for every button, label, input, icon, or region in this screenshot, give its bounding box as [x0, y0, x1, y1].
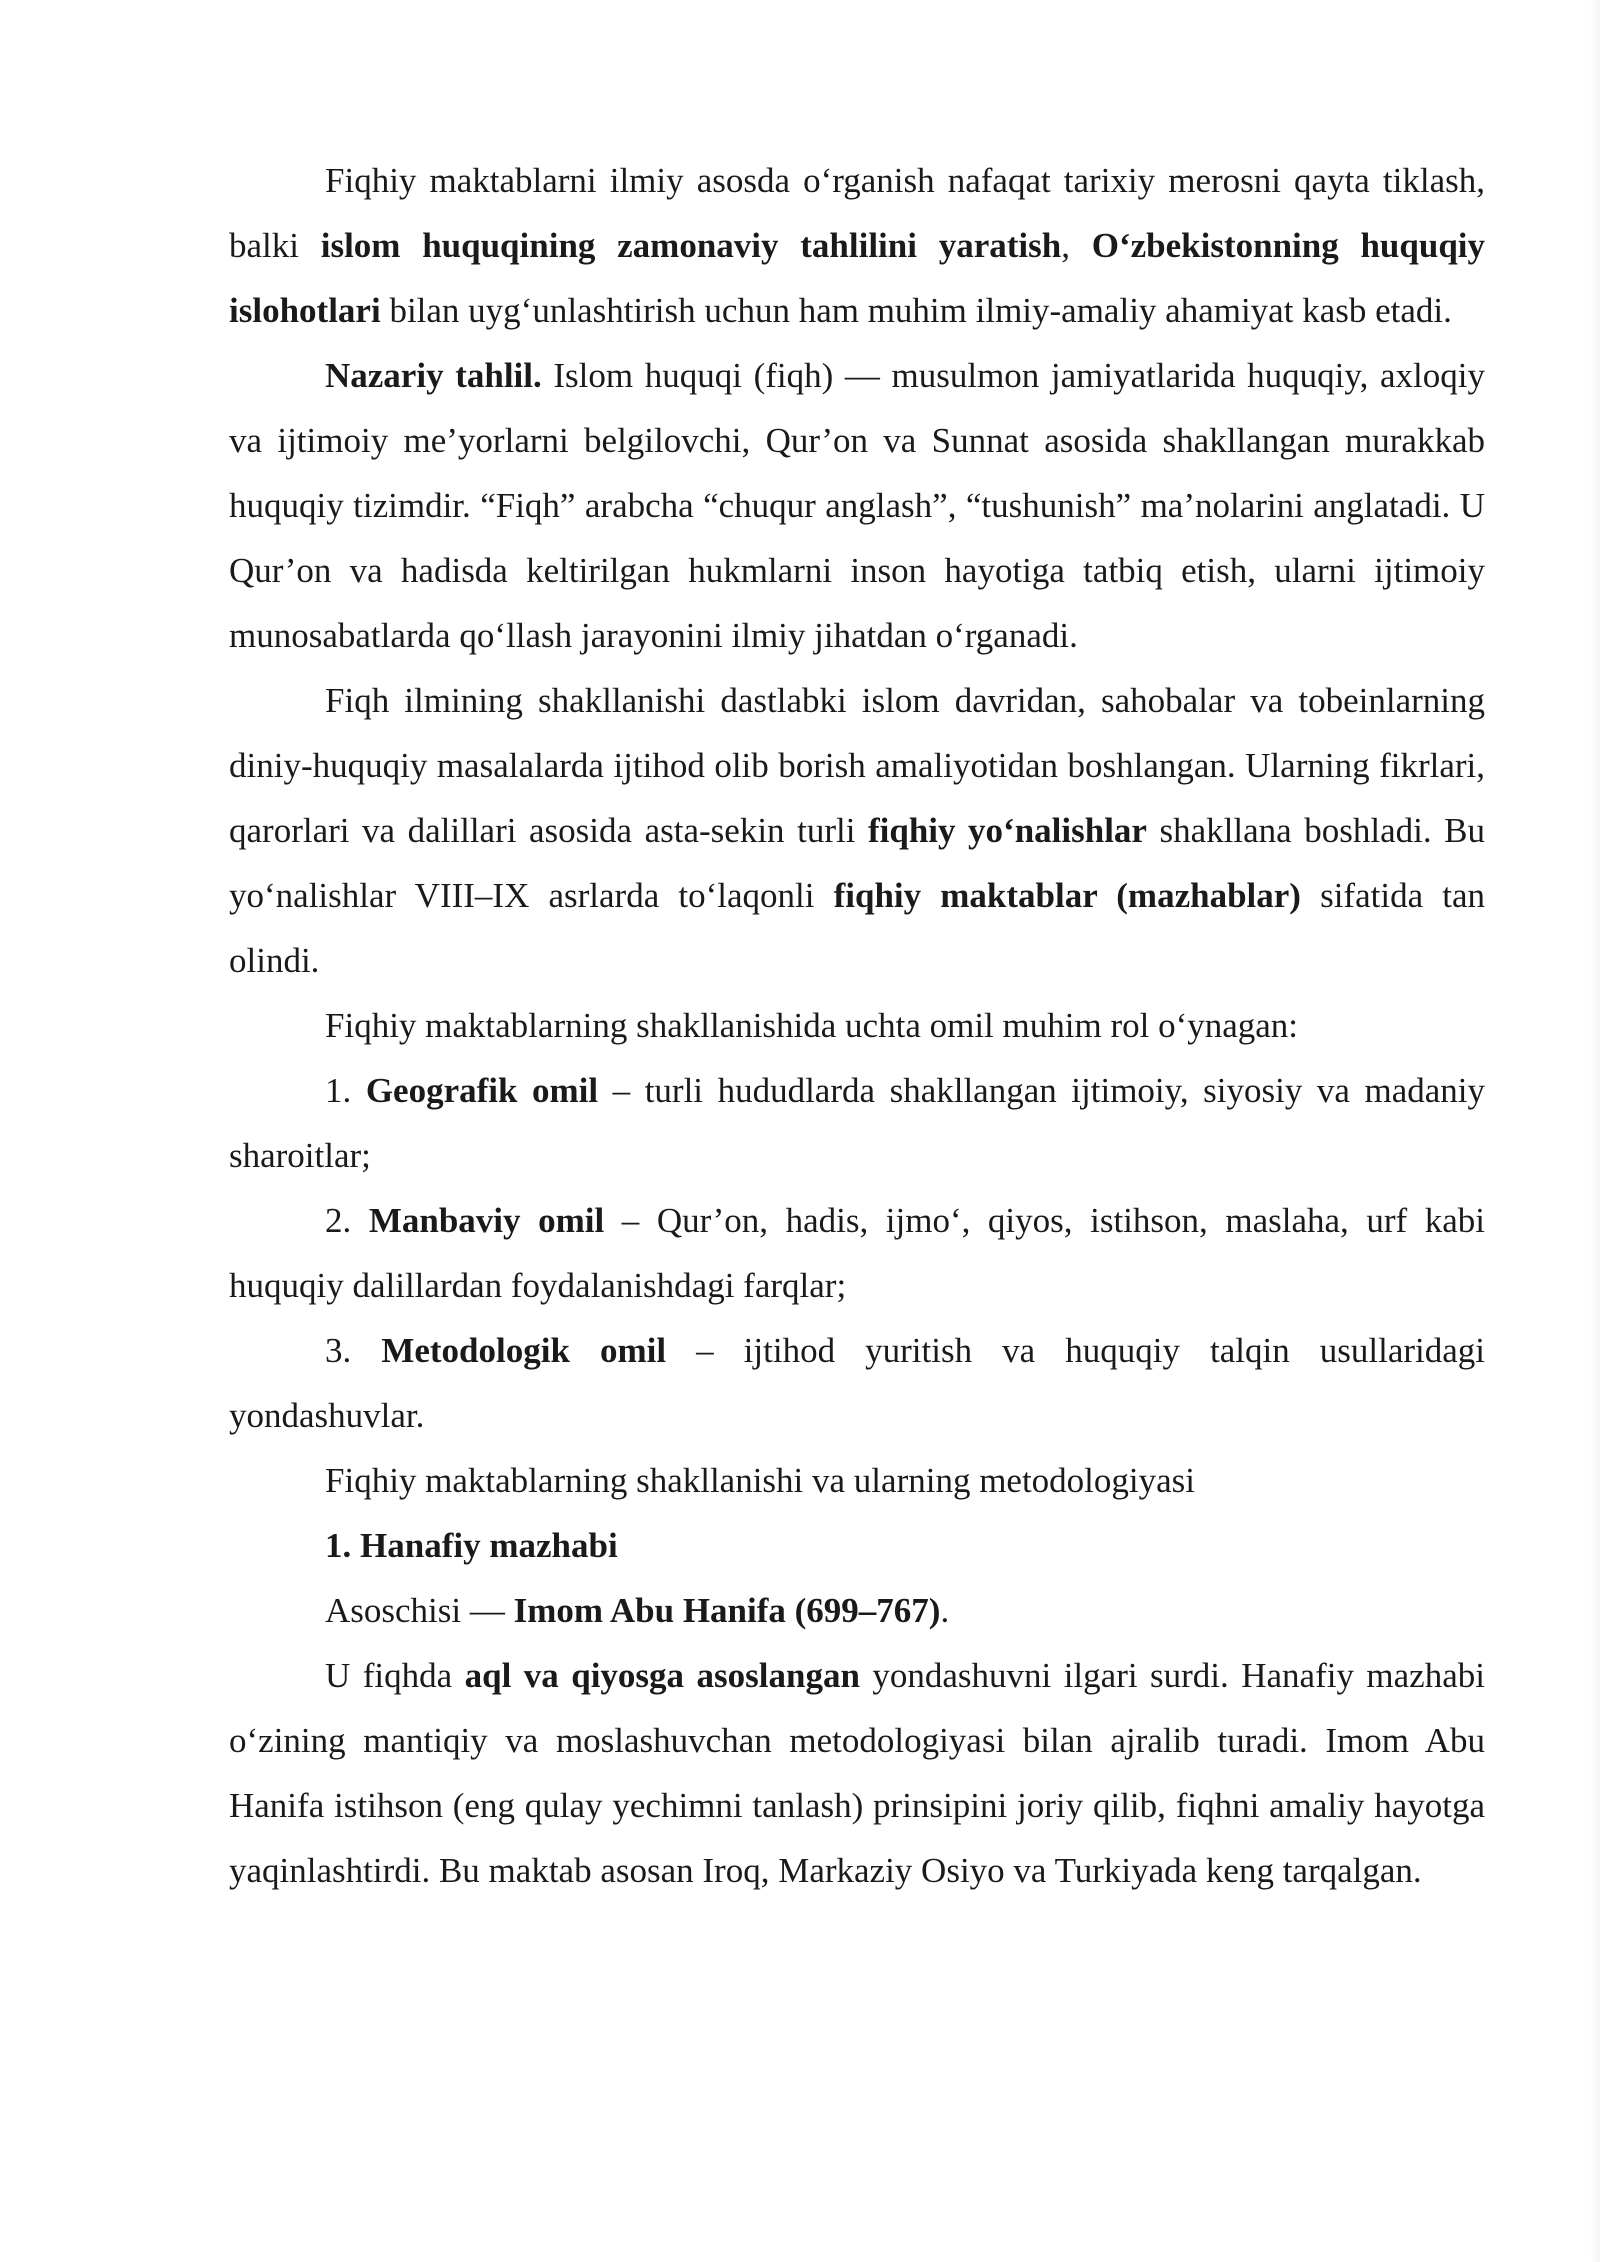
bold-phrase: O‘zbekistonning huquqiy islohotlari — [229, 226, 1486, 330]
paragraph-hanafi-description — [229, 1643, 1485, 1903]
text-segment: Islom huquqi (fiqh) — musulmon jamiyatlarida huquqiy, axloqiy va ijtimoiy me’yorlarni belgilovchi, Qur’on va Sunnat asosida shakllangan murakkab huquqiy tizimdir. “Fiqh” arabcha “chuqur anglash”, “tushunish” ma’nolarini anglatadi. U Qur’on va hadisda keltirilgan hukmlarni inson hayotiga tatbiq etish, ularni ijtimoiy munosabatlarda qo‘llash jarayonini ilmiy jihatdan o‘rganadi. — [229, 356, 1485, 655]
text-segment: bilan uyg‘unlashtirish uchun ham muhim ilmiy-amaliy ahamiyat kasb etadi. — [380, 291, 1452, 330]
list-item-term: Manbaviy omil — [368, 1201, 605, 1240]
founder-name: Imom Abu Hanifa (699–767) — [513, 1591, 941, 1630]
page-edge-shadow — [1590, 0, 1600, 2262]
bold-phrase: fiqhiy maktablar (mazhablar) — [833, 876, 1301, 915]
list-number: 2. — [325, 1201, 369, 1240]
text-segment: . — [940, 1591, 950, 1630]
text-segment: U fiqhda — [325, 1656, 465, 1695]
paragraph-fiqh-formation — [229, 668, 1485, 993]
text-segment: , — [1061, 226, 1092, 265]
bold-phrase: fiqhiy yo‘nalishlar — [867, 811, 1147, 850]
text-segment: shakllana boshladi. Bu yo‘nalishlar VIII–IX asrlarda to‘laqonli — [229, 811, 1485, 915]
list-item-description: – Qur’on, hadis, ijmo‘, qiyos, istihson, maslaha, urf kabi huquqiy dalillardan foydalanishdagi farqlar; — [229, 1201, 1485, 1305]
text-segment: Fiqhiy maktablarning shakllanishi va ularning metodologiyasi — [325, 1461, 1196, 1500]
paragraph-section-title — [229, 1448, 1485, 1513]
list-number: 1. — [325, 1071, 366, 1110]
section-lead-heading: Nazariy tahlil. — [325, 356, 542, 395]
document-page — [229, 148, 1485, 1903]
text-segment: sifatida tan olindi. — [229, 876, 1485, 980]
paragraph-intro — [229, 148, 1485, 343]
text-segment: Fiqhiy maktablarni ilmiy asosda o‘rganish nafaqat tarixiy merosni qayta tiklash, balki — [229, 161, 1485, 265]
text-segment: yondashuvni ilgari surdi. Hanafiy mazhabi o‘zining mantiqiy va moslashuvchan metodologiyasi bilan ajralib turadi. Imom Abu Hanifa istihson (eng qulay yechimni tanlash) prinsipini joriy qilib, fiqhni amaliy hayotga yaqinlashtirdi. Bu maktab asosan Iroq, Markaziy Osiyo va Turkiyada keng tarqalgan. — [229, 1656, 1485, 1890]
list-item-term: Metodologik omil — [381, 1331, 667, 1370]
text-segment: Fiqh ilmining shakllanishi dastlabki islom davridan, sahobalar va tobeinlarning diniy-huquqiy masalalarda ijtihod olib borish amaliyotidan boshlangan. Ularning fikrlari, qarorlari va dalillari asosida asta-sekin turli — [229, 681, 1485, 850]
list-item-geographic-factor — [229, 1058, 1485, 1188]
list-item-description: – ijtihod yuritish va huquqiy talqin usullaridagi yondashuvlar. — [229, 1331, 1485, 1435]
list-item-term: Geografik omil — [365, 1071, 599, 1110]
list-item-description: – turli hududlarda shakllangan ijtimoiy, siyosiy va madaniy sharoitlar; — [229, 1071, 1486, 1175]
text-segment: Fiqhiy maktablarning shakllanishida uchta omil muhim rol o‘ynagan: — [325, 1006, 1299, 1045]
paragraph-theoretical-analysis — [229, 343, 1485, 668]
list-item-source-factor — [229, 1188, 1485, 1318]
paragraph-factors-intro — [229, 993, 1485, 1058]
text-segment: Asoschisi — — [325, 1591, 514, 1630]
bold-phrase: aql va qiyosga asoslangan — [464, 1656, 860, 1695]
paragraph-founder — [229, 1578, 1485, 1643]
bold-phrase: islom huquqining zamonaviy tahlilini yaratish — [320, 226, 1062, 265]
subheading-hanafi — [229, 1513, 1485, 1578]
list-number: 3. — [325, 1331, 382, 1370]
list-item-methodological-factor — [229, 1318, 1485, 1448]
subheading-text: 1. Hanafiy mazhabi — [325, 1526, 618, 1565]
